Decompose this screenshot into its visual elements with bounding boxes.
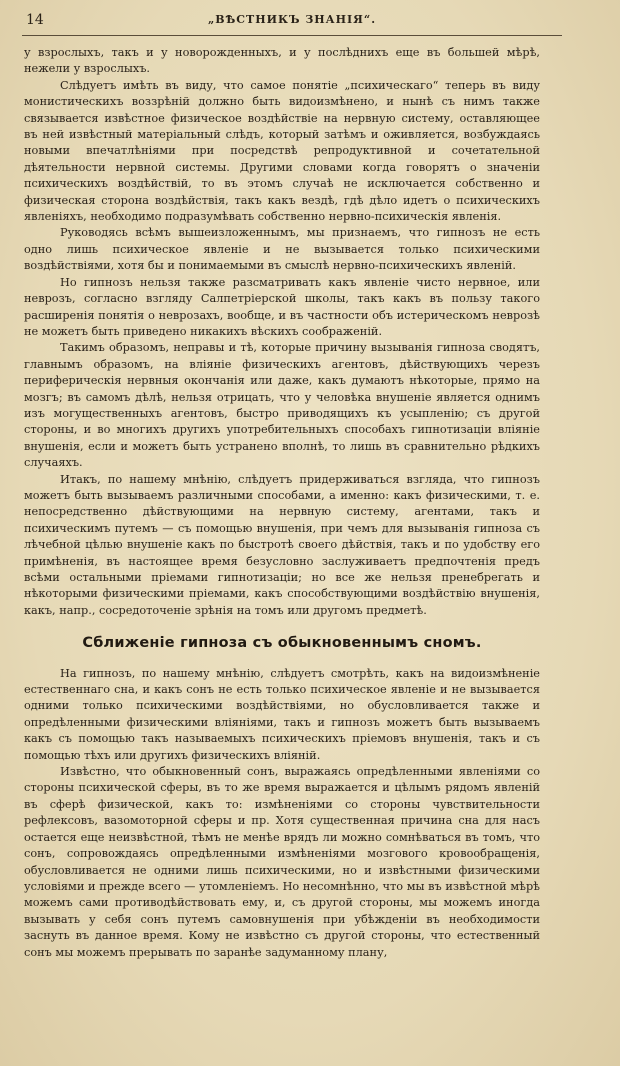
page-number: 14 [26,12,44,28]
paragraph: Слѣдуетъ имѣть въ виду, что самое понятіе „психическаго“ теперь въ виду монистическихъ воззрѣній должно быть видоизмѣнено, и нынѣ съ нимъ также связывается извѣстное физическое воздѣйствіе на нервную систему, оставляющее въ ней извѣстный матеріальный слѣдъ, который затѣмъ и оживляется, возбуждаясь новыми впечатлѣніями при посредствѣ репродуктивной и сочетательной дѣятельности нервной системы. Другими словами когда говорятъ о значеніи психическихъ воздѣйствій, то въ этомъ случаѣ не исключается собственно и физическая сторона воздѣйствія, такъ какъ вездѣ, гдѣ дѣло идетъ о психическихъ явленіяхъ, необходимо подразумѣвать собственно нервно-психическія явленія. [24,78,540,224]
section-heading: Сближеніе гипноза съ обыкновеннымъ сномъ. [82,635,482,652]
header-rule [22,35,562,36]
paragraph: На гипнозъ, по нашему мнѣнію, слѣдуетъ смотрѣть, какъ на видоизмѣненіе естественнаго сна, и какъ сонъ не есть только психическое явленіе и не вызывается одними только психическими воздѣйствіями, но обусловливается также и опредѣленными физическими вліяніями, такъ и гипнозъ можетъ быть вызываемъ какъ съ помощью такъ называемыхъ психическихъ пріемовъ внушенія, такъ и съ помощью тѣхъ или другихъ физическихъ вліяній. [24,666,540,762]
paragraph: Руководясь всѣмъ вышеизложеннымъ, мы признаемъ, что гипнозъ не есть одно лишь психическое явленіе и не вызывается только психическими воздѣйствіями, хотя бы и понимаемыми въ смыслѣ нервно-психическихъ явленій. [24,226,540,273]
paragraph: Итакъ, по нашему мнѣнію, слѣдуетъ придерживаться взгляда, что гипнозъ можетъ быть вызываемъ различными способами, а именно: какъ физическими, т. е. непосредственно дѣйствующими на нервную систему, агентами, такъ и психическимъ путемъ — съ помощью внушенія, при чемъ для вызыванія гипноза съ лѣчебной цѣлью внушеніе какъ по быстротѣ своего дѣйствія, такъ и по удобству его примѣненія, въ настоящее время безусловно заслуживаетъ предпочтенія предъ всѣми остальными пріемами гипнотизаціи; но все же нельзя пренебрегать и нѣкоторыми физическими пріемами, какъ способствующими воздѣйствію внушенія, какъ, напр., сосредоточеніе зрѣнія на томъ или другомъ предметѣ. [24,472,540,617]
article-body [24,45,540,961]
paragraph: Но гипнозъ нельзя также разсматривать какъ явленіе чисто нервное, или неврозъ, согласно взгляду Салпетріерской школы, такъ какъ въ пользу такого расширенія понятія о неврозахъ, вообще, и въ частности объ истерическомъ неврозѣ не можетъ быть приведено никакихъ вѣскихъ соображеній. [24,275,540,338]
paragraph: Извѣстно, что обыкновенный сонъ, выражаясь опредѣленными явленіями со стороны психической сферы, въ то же время выражается и цѣлымъ рядомъ явленій въ сферѣ физической, какъ то: измѣненіями со стороны чувствительности рефлексовъ, вазомоторной сферы и пр. Хотя существенная причина сна для насъ остается еще неизвѣстной, тѣмъ не менѣе врядъ ли можно сомнѣваться въ томъ, что сонъ, сопровождаясь опредѣленными измѣненіями мозгового кровообращенія, обусловливается не одними лишь психическими, но и извѣстными физическими условіями и прежде всего — утомленіемъ. Но несомнѣнно, что мы въ извѣстной мѣрѣ можемъ сами противодѣйствовать ему, и, съ другой стороны, мы можемъ иногда вызывать у себя сонъ путемъ самовнушенія при убѣжденіи въ необходимости заснуть въ данное время. Кому не извѣстно съ другой стороны, что естественный сонъ мы можемъ прерывать по заранѣе задуманному плану, [24,765,540,959]
paragraph: Такимъ образомъ, неправы и тѣ, которые причину вызыванія гипноза сводятъ, главнымъ образомъ, на вліяніе физическихъ агентовъ, дѣйствующихъ черезъ периферическія нервныя окончанія или даже, какъ думаютъ нѣкоторые, прямо на мозгъ; въ самомъ дѣлѣ, нельзя отрицать, что у человѣка внушеніе является однимъ изъ могущественныхъ агентовъ, быстро приводящихъ къ усыпленію; съ другой стороны, и во многихъ другихъ употребительныхъ способахъ гипнотизаціи вліяніе внушенія, если и можетъ быть устранено вполнѣ, то лишь въ сравнительно рѣдкихъ случаяхъ. [24,341,540,470]
paragraph: у взрослыхъ, такъ и у новорожденныхъ, и у послѣднихъ еще въ большей мѣрѣ, нежели у взрослыхъ. [24,46,540,76]
running-title: „ВѢСТНИКЪ ЗНАНІЯ“. [207,13,377,26]
page-header [24,12,560,32]
